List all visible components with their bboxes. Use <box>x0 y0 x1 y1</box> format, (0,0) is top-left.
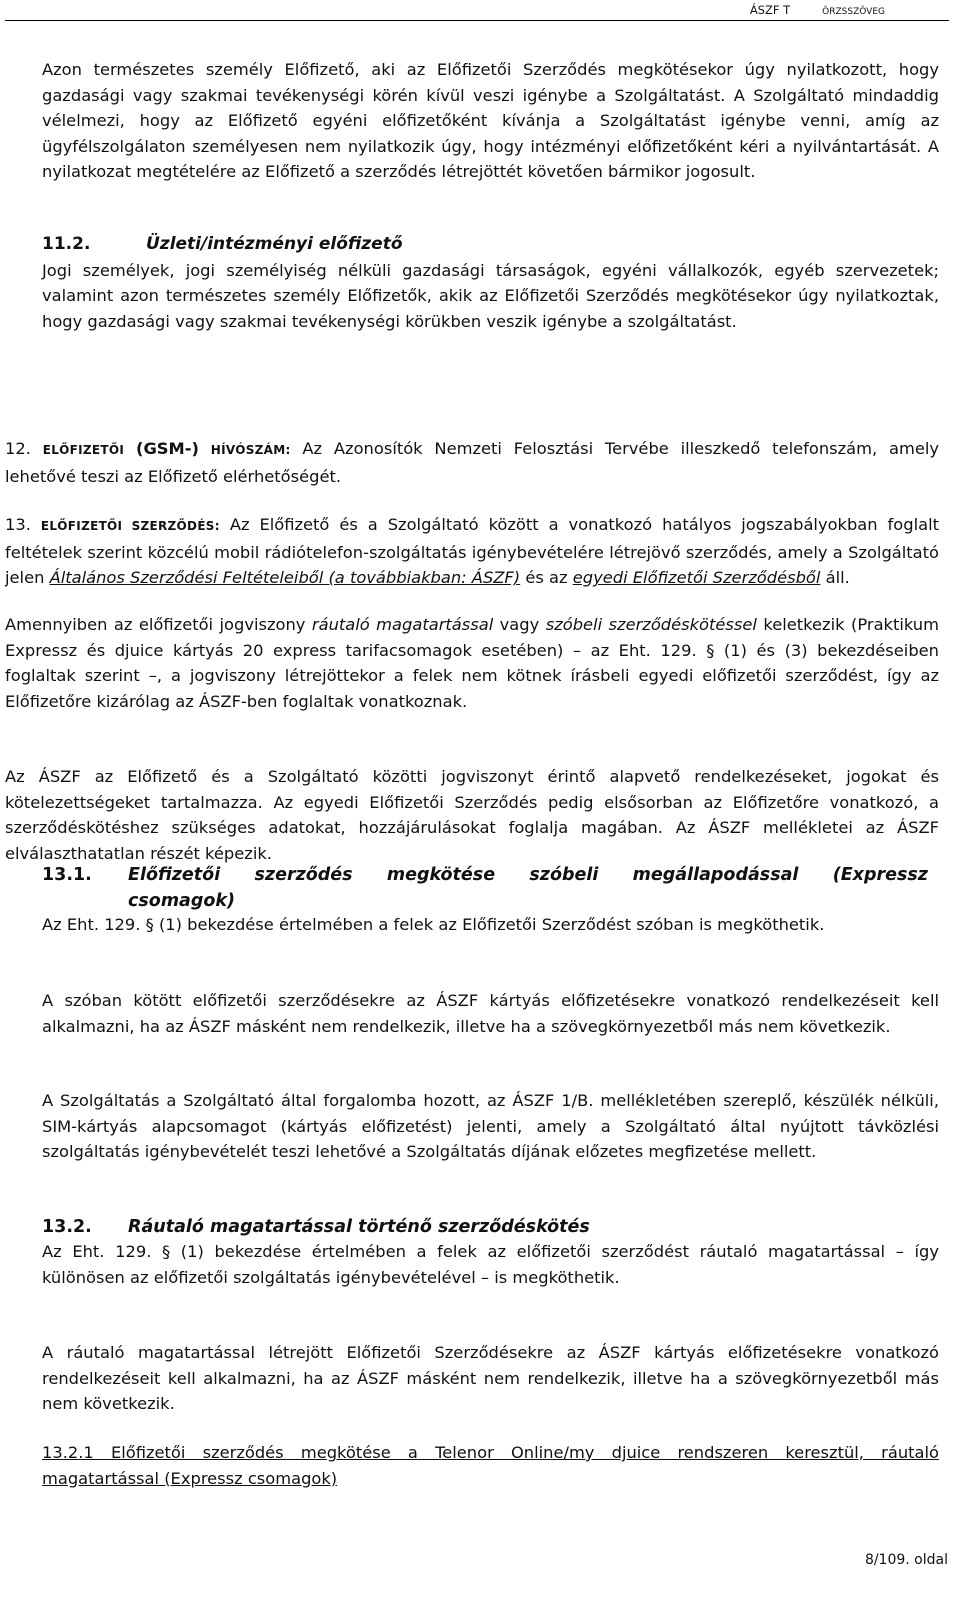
text-run: keletkezik (Praktikum Expressz és djuice kártyás 20 express tarifacsomagok esetében) – az Eht. 129. § (1) és (3) bekezdéseiben foglaltak szerint –, a jogviszony létrejöttekor a felek nem kötnek írásbeli egyedi előfizetői szerződést, így az Előfizetőre kizárólag az ÁSZF-ben foglaltak vonatkoznak. <box>5 615 939 711</box>
text-run-italic: ráutaló magatartással <box>311 615 494 634</box>
section-12 <box>5 436 939 489</box>
section-title-line2: csomagok) <box>128 891 236 911</box>
text-run-italic: szóbeli szerződéskötéssel <box>545 615 757 634</box>
text-run: vagy <box>499 615 540 634</box>
section-13-1-p2: A szóban kötött előfizetői szerződésekre az ÁSZF kártyás előfizetésekre vonatkozó rendelkezéseit kell alkalmazni, ha az ÁSZF másként nem rendelkezik, illetve ha a szövegkörnyezetből más nem következik. <box>42 991 939 1036</box>
section-13-2-1-heading: 13.2.1 Előfizetői szerződés megkötése a Telenor Online/my djuice rendszeren keresztül, ráutaló magatartással (Expressz csomagok) <box>42 1443 939 1488</box>
paragraph-amennyiben <box>5 612 939 714</box>
section-13-2-p1: Az Eht. 129. § (1) bekezdése értelmében a felek az előfizetői szerződést ráutaló magatartással – így különösen az előfizetői szolgáltatás igénybevételével – is megköthetik. <box>42 1242 939 1287</box>
term-number: HÍVÓSZÁM: <box>210 443 291 457</box>
section-13-1-p3: A Szolgáltatás a Szolgáltató által forgalomba hozott, az ÁSZF 1/B. mellékletében szereplő, készülék nélküli, SIM-kártyás alapcsomagot (kártyás előfizetést) jelenti, amely a Szolgáltató által nyújtott távközlési szolgáltatás igénybevételét teszi lehetővé a Szolgáltatás díjának előzetes megfizetése mellett. <box>42 1091 939 1162</box>
page-number: 8/109. oldal <box>864 1552 948 1568</box>
term-gsm: (GSM-) <box>136 439 199 458</box>
section-13-1-p1: Az Eht. 129. § (1) bekezdése értelmében a felek az Előfizetői Szerződést szóban is megköthetik. <box>42 915 825 934</box>
section-body-italic: egyedi Előfizetői Szerződésből <box>572 568 821 588</box>
term-contract: ELŐFIZETŐI SZERZŐDÉS: <box>40 519 220 533</box>
section-13-2-p2: A ráutaló magatartással létrejött Előfizetői Szerződésekre az ÁSZF kártyás előfizetésekre vonatkozó rendelkezéseit kell alkalmazni, ha az ÁSZF másként nem rendelkezik, illetve ha a szövegkörnyezetből más nem következik. <box>42 1343 939 1414</box>
section-body: Az Azonosítók Nemzeti Felosztási Tervébe illeszkedő telefonszám, amely lehetővé teszi az Előfizető elérhetőségét. <box>5 439 939 486</box>
header-label: ÁSZF T <box>749 3 791 17</box>
text-run: Amennyiben az előfizetői jogviszony <box>5 615 306 634</box>
section-number: 12. <box>5 439 31 458</box>
header-label-smallcaps: ÖRZSSZÖVEG <box>822 7 885 17</box>
section-13-1-heading <box>42 862 939 914</box>
section-13-2-heading <box>42 1214 939 1240</box>
section-title: Ráutaló magatartással történő szerződéskötés <box>128 1217 590 1237</box>
section-body-a: Az Előfizető és a Szolgáltató között a vonatkozó hatályos jogszabályokban foglalt feltételek szerint közcélú mobil rádiótelefon-szolgáltatás igénybevételére létrejövő szerződés, amely a Szolgáltató jelen <box>5 515 939 588</box>
intro-paragraph: Azon természetes személy Előfizető, aki az Előfizetői Szerződés megkötésekor úgy nyilatkozott, hogy gazdasági vagy szakmai tevékenységi körén kívül veszi igénybe a Szolgáltatást. A Szolgáltató mindaddig vélelmezi, hogy az Előfizető egyéni előfizetőként kívánja a Szolgáltatást igénybe venni, amíg az ügyfélszolgálaton személyesen nem nyilatkozik úgy, hogy intézményi előfizetőként kéri a nyilvántartását. A nyilatkozat megtételére az Előfizető a szerződés létrejöttét követően bármikor jogosult. <box>42 60 939 182</box>
section-body-c: áll. <box>825 568 850 588</box>
section-number: 11.2. <box>42 234 91 254</box>
section-number: 13.1. <box>42 865 92 885</box>
section-body-italic-underlined: Általános Szerződési Feltételeiből (a továbbiakban: ÁSZF) <box>49 568 521 588</box>
section-title: Üzleti/intézményi előfizető <box>146 234 403 254</box>
section-title-line1: Előfizetői szerződés megkötése szóbeli megállapodással (Expressz <box>128 865 928 885</box>
paragraph-aszf: Az ÁSZF az Előfizető és a Szolgáltató közötti jogviszonyt érintő alapvető rendelkezéseket, jogokat és kötelezettségeket tartalmazza. Az egyedi Előfizetői Szerződés pedig elsősorban az Előfizetőre vonatkozó, a szerződéskötéshez szükséges adatokat, hozzájárulásokat foglalja magában. Az ÁSZF mellékletei az ÁSZF elválaszthatatlan részét képezik. <box>5 767 939 863</box>
section-13 <box>5 512 939 591</box>
section-11-2 <box>42 232 939 334</box>
section-body-b: és az <box>525 568 568 588</box>
section-number: 13.2. <box>42 1217 92 1237</box>
term-subscriber: ELŐFIZETŐI <box>42 443 125 457</box>
running-header <box>5 0 949 21</box>
section-body: Jogi személyek, jogi személyiség nélküli gazdasági társaságok, egyéni vállalkozók, egyéb szervezetek; valamint azon természetes személy Előfizetők, akik az Előfizetői Szerződés megkötésekor úgy nyilatkoztak, hogy gazdasági vagy szakmai tevékenységi körükben veszik igénybe a szolgáltatást. <box>42 260 939 331</box>
section-number: 13. <box>5 515 31 534</box>
